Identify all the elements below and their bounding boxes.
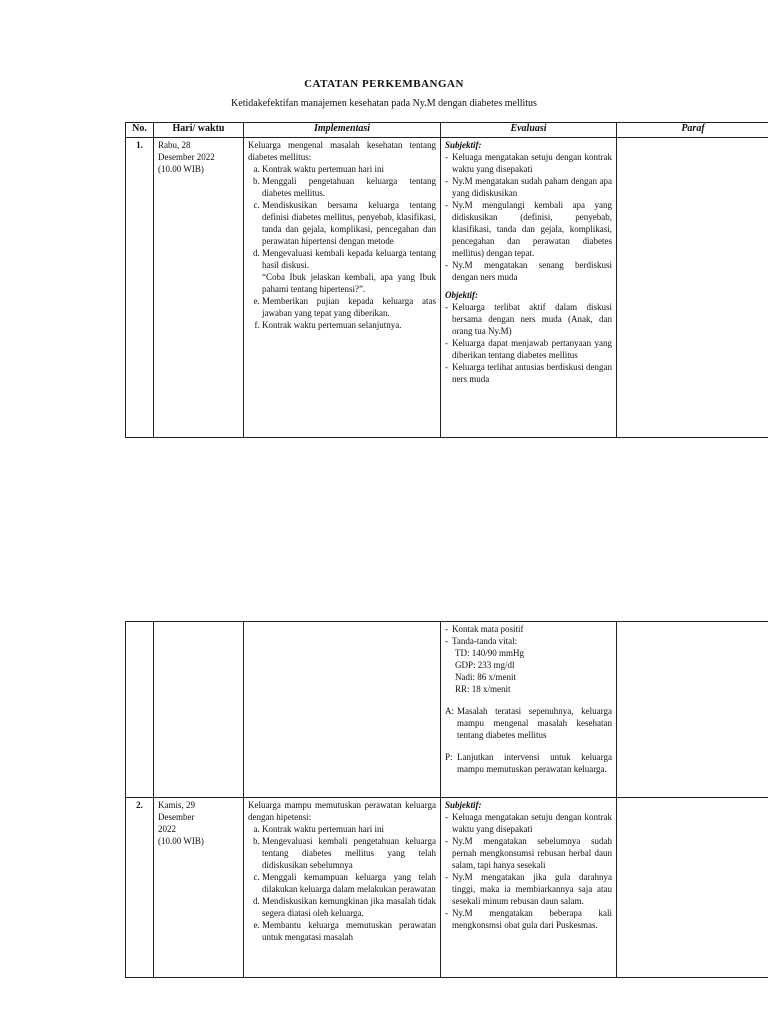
paraf-cell [617, 622, 768, 798]
objektif-list [445, 623, 612, 647]
implementation-quote: “Coba Ibuk jelaskan kembali, apa yang Ibuk pahami tentang hipertensi?”. [262, 272, 436, 294]
header-evaluasi: Evaluasi [441, 123, 617, 138]
progress-table-page-2 [125, 621, 768, 978]
subjektif-heading: Subjektif: [445, 140, 482, 150]
list-item: c. Menggali kemampuan keluarga yang telah dilakukan keluarga dalam melakukan perawatan [262, 871, 436, 895]
list-item-text: Mengevaluasi kembali kepada keluarga tentang hasil diskusi. [262, 248, 436, 270]
list-item: d. Mendiskusikan kemungkinan jika masalah tidak segera diatasi oleh keluarga. [262, 895, 436, 919]
list-item: - Keluaga mengatakan setuju dengan kontrak waktu yang disepakati [445, 151, 612, 175]
vital-nadi: Nadi: 86 x/menit [455, 672, 516, 682]
evaluation-cell [441, 798, 617, 978]
list-item: - Ny.M mengatakan jika gula darahnya tinggi, maka ia membiarkannya saja atau sesekali minum rebusan daun salam. [445, 871, 612, 907]
list-item: - Kontak mata positif [445, 623, 612, 635]
objektif-list [445, 301, 612, 385]
entry-number: 1. [126, 138, 154, 438]
evaluation-cell [441, 622, 617, 798]
list-item [262, 247, 436, 295]
list-item: a. Kontrak waktu pertemuan hari ini [262, 823, 436, 835]
entry-number [126, 622, 154, 798]
table-header-row [126, 123, 768, 138]
list-item: - Keluarga terlihat antusias berdiskusi dengan ners muda [445, 361, 612, 385]
objektif-heading: Objektif: [445, 290, 478, 300]
header-no: No. [126, 123, 154, 138]
entry-date-cell [154, 138, 244, 438]
entry-month: Desember [158, 812, 195, 822]
list-item: - Ny.M mengatakan sebelumnya sudah pernah mengkonsumsi rebusan herbal daun salam, tapi hanya sesekali [445, 835, 612, 871]
implementation-list [248, 163, 436, 331]
implementation-intro: Keluarga mampu memutuskan perawatan keluarga dengan hipetensi: [248, 800, 436, 822]
list-item: - Ny.M mengatakan sudah paham dengan apa yang didiskusikan [445, 175, 612, 199]
subjektif-list [445, 811, 612, 931]
implementation-list [248, 823, 436, 943]
paraf-cell [617, 798, 768, 978]
paraf-cell [617, 138, 768, 438]
plan-row [445, 751, 612, 775]
list-item: - Keluarga dapat menjawab pertanyaan yang diberikan tentang diabetes mellitus [445, 337, 612, 361]
list-item: - Keluaga mengatakan setuju dengan kontrak waktu yang disepakati [445, 811, 612, 835]
page-subtitle: Ketidakefektifan manajemen kesehatan pada Ny.M dengan diabetes mellitus [231, 98, 537, 109]
vital-gdp: GDP: 233 mg/dl [455, 660, 515, 670]
list-item: - Ny.M mengatakan beberapa kali mengkonsmsi obat gula dari Puskesmas. [445, 907, 612, 931]
page-title: CATATAN PERKEMBANGAN [304, 78, 464, 90]
list-item: b. Menggali pengetahuan keluarga tentang diabetes mellitus. [262, 175, 436, 199]
list-item: e. Memberikan pujian kepada keluarga atas jawaban yang tepat yang diberikan. [262, 295, 436, 319]
implementation-cell [244, 798, 441, 978]
entry-day: Kamis, 29 [158, 800, 195, 810]
table-row [126, 138, 768, 438]
list-item: e. Membantu keluarga memutuskan perawatan untuk mengatasi masalah [262, 919, 436, 943]
assessment-row [445, 705, 612, 741]
list-item: a. Kontrak waktu pertemuan hari ini [262, 163, 436, 175]
header-paraf: Paraf [617, 123, 768, 138]
list-item: - Keluarga terlibat aktif dalam diskusi bersama dengan ners muda (Anak, dan orang tua Ny.M) [445, 301, 612, 337]
header-implementasi: Implementasi [244, 123, 441, 138]
entry-time: (10.00 WIB) [158, 164, 204, 174]
plan-key: P: [445, 752, 453, 762]
table-row [126, 622, 768, 798]
assessment-key: A: [445, 706, 454, 716]
entry-date-cell [154, 798, 244, 978]
header-hari-waktu: Hari/ waktu [154, 123, 244, 138]
vital-rr: RR: 18 x/menit [455, 684, 511, 694]
table-row [126, 798, 768, 978]
entry-date-cell [154, 622, 244, 798]
list-item: f. Kontrak waktu pertemuan selanjutnya. [262, 319, 436, 331]
implementation-cell [244, 622, 441, 798]
assessment-text: Masalah teratasi sepenuhnya, keluarga mampu mengenal masalah kesehatan tentang diabetes mellitus [457, 706, 612, 740]
list-item: - Tanda-tanda vital: [445, 635, 612, 647]
evaluation-cell [441, 138, 617, 438]
vital-td: TD: 140/90 mmHg [455, 648, 524, 658]
entry-year: 2022 [158, 824, 176, 834]
entry-number: 2. [126, 798, 154, 978]
list-item: - Ny.M mengatakan senang berdiskusi dengan ners muda [445, 259, 612, 283]
entry-date: Desember 2022 [158, 152, 215, 162]
subjektif-heading: Subjektif: [445, 800, 482, 810]
list-item: c. Mendiskusikan bersama keluarga tentang definisi diabetes mellitus, penyebab, klasifikasi, tanda dan gejala, komplikasi, pencegahan dan perawatan hipertensi dengan metode [262, 199, 436, 247]
list-item: b. Mengevaluasi kembali pengetahuan keluarga tentang diabetes mellitus yang telah didiskusikan sebelumnya [262, 835, 436, 871]
implementation-intro: Keluarga mengenal masalah kesehatan tentang diabetes mellitus: [248, 140, 436, 162]
entry-day: Rabu, 28 [158, 140, 191, 150]
list-item: - Ny.M mengulangi kembali apa yang didiskusikan (definisi, penyebab, klasifikasi, tanda dan gejala, komplikasi, pencegahan dan perawatan diabetes mellitus) dengan tepat. [445, 199, 612, 259]
entry-time: (10.00 WIB) [158, 836, 204, 846]
plan-text: Lanjutkan intervensi untuk keluarga mampu memutuskan perawatan keluarga. [457, 752, 612, 774]
subjektif-list [445, 151, 612, 283]
progress-table-page-1 [125, 122, 768, 438]
implementation-cell [244, 138, 441, 438]
